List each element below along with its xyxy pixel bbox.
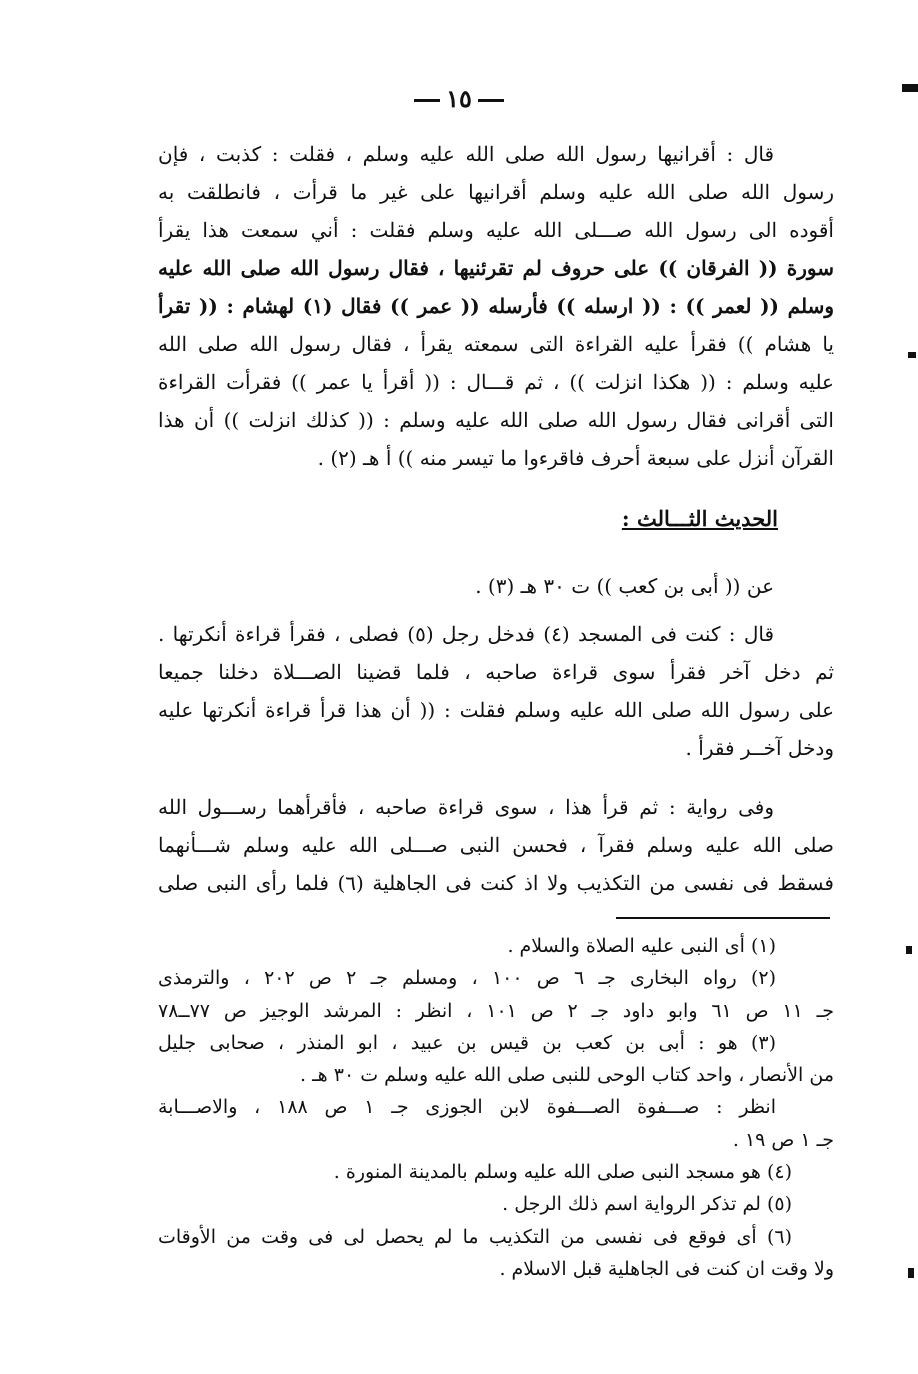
text-line: عليه وسلم : (( هكذا انزلت )) ، ثم قـــال : (( أقرأ يا عمر )) فقرأت القراءة (158, 370, 834, 394)
text-line: القرآن أنزل على سبعة أحرف فاقرءوا ما تيسر منه )) أ هـ (٢) . (317, 446, 834, 470)
footnote-line: (٥) لم تذكر الرواية اسم ذلك الرجل . (502, 1193, 792, 1216)
page-number (0, 84, 918, 113)
text-line: سورة (( الفرقان )) على حروف لم تقرئنيها ، فقال رسول الله صلى الله عليه (158, 256, 834, 280)
text-line: رسول الله صلى الله عليه وسلم أقرانيها على غير ما قرأت ، فانطلقت به (158, 180, 834, 204)
scan-edge-mark (906, 946, 912, 954)
text-line: فسقط فى نفسى من التكذيب ولا اذ كنت فى الجاهلية (٦) فلما رأى النبى صلى (158, 871, 834, 895)
section-heading: الحديث الثـــالث : (621, 506, 778, 531)
text-line: وسلم (( لعمر )) : (( ارسله )) فأرسله (( عمر )) فقال (١) لهشام : (( تقرأ (158, 294, 834, 318)
footnote-line: انظر : صـــفوة الصـــفوة لابن الجوزى جـ ١ ص ١٨٨ ، والاصـــابة (158, 1096, 777, 1119)
text-line: قال : أقرانيها رسول الله صلى الله عليه وسلم ، فقلت : كذبت ، فإن (158, 142, 774, 166)
scan-edge-mark (902, 84, 918, 92)
scan-edge-mark (908, 352, 916, 358)
scan-edge-mark (908, 1268, 914, 1278)
hadith-3-paragraph (158, 615, 834, 767)
text-line: قال : كنت فى المسجد (٤) فدخل رجل (٥) فصلى ، فقرأ قراءة أنكرتها . (158, 622, 775, 646)
text-line: ثم دخل آخر فقرأ سوى قراءة صاحبه ، فلما قضينا الصـــلاة دخلنا جميعا (158, 660, 834, 684)
narrator-line (158, 567, 834, 605)
footnotes (158, 930, 834, 1285)
text-line: عن (( أبى بن كعب )) ت ٣٠ هـ (٣) . (475, 574, 774, 598)
footnote-line: (٤) هو مسجد النبى صلى الله عليه وسلم بالمدينة المنورة . (333, 1161, 792, 1184)
footnote-line: من الأنصار ، واحد كتاب الوحى للنبى صلى الله عليه وسلم ت ٣٠ هـ . (300, 1064, 834, 1087)
footnote-line: (٣) هو : أبى بن كعب بن قيس بن عبيد ، ابو المنذر ، صحابى جليل (158, 1031, 776, 1054)
hadith-2-paragraph (158, 135, 834, 477)
text-line: التى أقرانى فقال رسول الله صلى الله عليه وسلم : (( كذلك انزلت )) أن هذا (158, 408, 834, 432)
footnote-line: ولا وقت ان كنت فى الجاهلية قبل الاسلام . (499, 1257, 834, 1280)
footnote-divider (616, 917, 830, 919)
text-line: صلى الله عليه وسلم فقرآ ، فحسن النبى صـــلى الله عليه وسلم شـــأنهما (158, 833, 834, 857)
footnote-line: جـ ١ ص ١٩ . (732, 1128, 834, 1151)
page-number-dash-left (414, 99, 440, 102)
text-line: ودخل آخــر فقرأ . (685, 736, 834, 760)
text-line: أقوده الى رسول الله صـــلى الله عليه وسلم فقلت : أني سمعت هذا يقرأ (158, 218, 834, 242)
text-line: يا هشام )) فقرأ عليه القراءة التى سمعته يقرأ ، فقال رسول الله صلى الله (158, 332, 834, 356)
page-number-value: ١٥ (446, 84, 472, 113)
footnote-line: (٦) أى فوقع فى نفسى من التكذيب ما لم يحصل لى فى وقت من الأوقات (158, 1225, 792, 1248)
footnote-line: (٢) رواه البخارى جـ ٦ ص ١٠٠ ، ومسلم جـ ٢ ص ٢٠٢ ، والترمذى (158, 967, 776, 990)
footnote-line: جـ ١١ ص ٦١ وابو داود جـ ٢ ص ١٠١ ، انظر : المرشد الوجيز ص ٧٧ــ٧٨ (158, 999, 834, 1022)
text-line: على رسول الله صلى الله عليه وسلم فقلت : (( أن هذا قرأ قراءة أنكرتها عليه (158, 698, 834, 722)
page-number-dash-right (478, 99, 504, 102)
narration-variant-paragraph (158, 788, 834, 902)
footnote-line: (١) أى النبى عليه الصلاة والسلام . (507, 935, 776, 957)
text-line: وفى رواية : ثم قرأ هذا ، سوى قراءة صاحبه ، فأقرأهما رســـول الله (158, 795, 774, 819)
